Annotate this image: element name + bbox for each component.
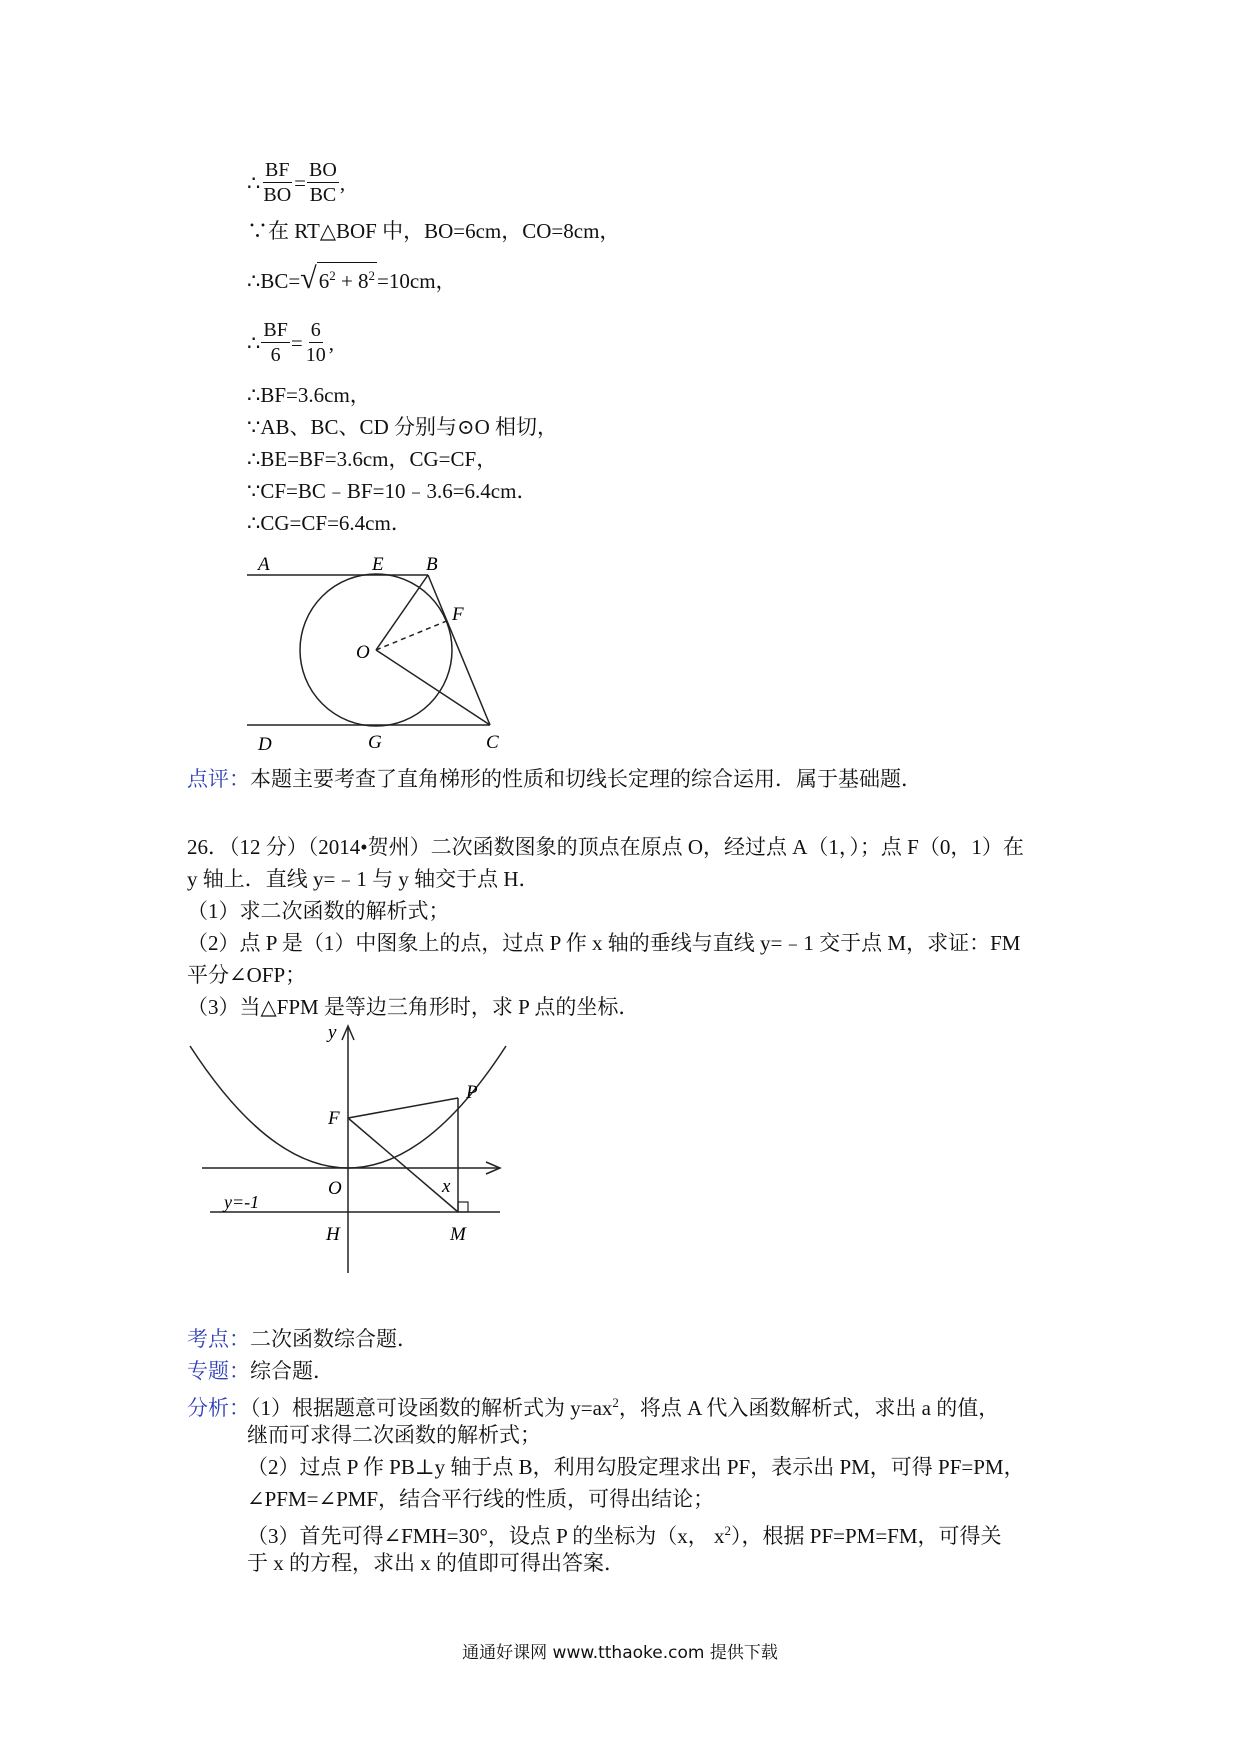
- fenxi-label: 分析: [187, 1396, 229, 1420]
- line-text: AB、BC、CD 分别与⊙O 相切，: [260, 415, 558, 439]
- question-1: （1）求二次函数的解析式；: [187, 899, 450, 923]
- analysis-text: （3）首先可得∠FMH=30°，设点 P 的坐标为（x， x: [247, 1524, 725, 1548]
- line-text: =10cm，: [377, 269, 457, 293]
- therefore-symbol: ∴: [247, 447, 261, 471]
- numerator: BO: [309, 159, 337, 181]
- fraction: [304, 318, 328, 367]
- punct: ,: [339, 170, 346, 195]
- solution-line: [247, 446, 497, 472]
- comment-text: 本题主要考查了直角梯形的性质和切线长定理的综合运用．属于基础题．: [250, 767, 922, 791]
- problem-line: 26．（12 分）（2014•贺州）二次函数图象的顶点在原点 O，经过点 A（1，）；点 F（0，1）在: [187, 835, 1024, 859]
- label-f: F: [328, 1108, 340, 1129]
- question-3: （3）当△FPM 是等边三角形时，求 P 点的坐标．: [187, 995, 640, 1019]
- because-symbol: ∵: [247, 415, 261, 439]
- numerator: BF: [263, 319, 288, 341]
- label-y: y: [328, 1022, 337, 1043]
- label-b: B: [426, 554, 438, 575]
- equals: =: [290, 330, 303, 355]
- label-p: P: [466, 1082, 478, 1103]
- label-x: x: [442, 1176, 451, 1197]
- label-a: A: [258, 554, 270, 575]
- parabola-figure: [180, 1018, 520, 1278]
- solution-line: [247, 382, 371, 408]
- fraction: [307, 158, 339, 207]
- analysis-text: 于 x 的方程，求出 x 的值即可得出答案．: [247, 1551, 625, 1575]
- radicand-b: + 8: [340, 269, 369, 293]
- line-text: CG=CF=6.4cm．: [260, 511, 412, 535]
- fraction-ratio-line: [247, 158, 345, 207]
- label-c: C: [486, 732, 499, 753]
- line-text: BE=BF=3.6cm，CG=CF，: [260, 447, 498, 471]
- fraction: [261, 318, 289, 367]
- analysis-text: ），根据 PF=PM=FM，可得关: [731, 1524, 1002, 1548]
- radicand-a: 6: [318, 269, 330, 293]
- sqrt-expression: √ $6^2 + 8^2$: [300, 262, 376, 295]
- analysis-text: （2）过点 P 作 PB⊥y 轴于点 B，利用勾股定理求出 PF，表示出 PM，可得 PF=PM，: [247, 1455, 1025, 1479]
- label-o: O: [356, 642, 370, 663]
- therefore-symbol: ∴: [247, 330, 261, 355]
- question-2: （2）点 P 是（1）中图象上的点，过点 P 作 x 轴的垂线与直线 y=﹣1 交于点 M，求证：FM: [187, 931, 1021, 955]
- label-f: F: [452, 604, 464, 625]
- kaodian-text: 二次函数综合题．: [250, 1327, 418, 1351]
- solution-line: [247, 510, 412, 536]
- line-text: CF=BC﹣BF=10﹣3.6=6.4cm．: [260, 479, 538, 503]
- segment-fp: [348, 1098, 458, 1118]
- denominator: BC: [309, 184, 337, 206]
- exponent: 2: [612, 1395, 619, 1410]
- analysis-text: ∠PFM=∠PMF，结合平行线的性质，可得出结论；: [247, 1487, 715, 1511]
- equals: =: [294, 170, 307, 195]
- because-symbol: ∵: [247, 479, 261, 503]
- zhuanti-line: [187, 1358, 334, 1384]
- segment-fm: [348, 1118, 458, 1212]
- label-o: O: [328, 1178, 342, 1199]
- solution-line: [247, 218, 620, 244]
- trapezoid-circle-figure: [240, 548, 520, 758]
- colon: ：: [229, 767, 250, 791]
- analysis-text: ，将点 A 代入函数解析式，求出 a 的值，: [618, 1396, 1000, 1420]
- line-bc: [428, 575, 490, 725]
- analysis-text: （1）根据题意可设函数的解析式为 y=ax: [250, 1396, 613, 1420]
- label-line-equation: y=-1: [224, 1192, 260, 1212]
- therefore-symbol: ∴: [247, 511, 261, 535]
- label-h: H: [326, 1224, 340, 1245]
- exponent: 2: [329, 268, 336, 283]
- fraction: [261, 158, 293, 207]
- numerator: 6: [310, 319, 321, 341]
- question-2-cont: 平分∠OFP；: [187, 963, 307, 987]
- colon: ：: [229, 1327, 250, 1351]
- therefore-symbol: ∴: [247, 383, 261, 407]
- fenxi-line: [187, 1390, 999, 1421]
- exponent: 2: [368, 268, 376, 283]
- zhuanti-text: 综合题．: [250, 1359, 334, 1383]
- solution-line: [247, 414, 558, 440]
- label-d: D: [258, 734, 272, 755]
- zhuanti-label: 专题: [187, 1359, 229, 1383]
- colon: ：: [229, 1396, 250, 1420]
- punct: ,: [328, 330, 334, 355]
- denominator: 6: [270, 344, 281, 366]
- label-e: E: [372, 554, 384, 575]
- therefore-symbol: ∴: [247, 170, 261, 195]
- kaodian-line: [187, 1326, 418, 1352]
- comment-label: 点评: [187, 767, 229, 791]
- label-m: M: [450, 1224, 466, 1245]
- bc-line: [247, 262, 457, 294]
- kaodian-label: 考点: [187, 1327, 229, 1351]
- numerator: BF: [265, 159, 290, 181]
- fraction-ratio-line: [247, 318, 334, 367]
- because-symbol: ∵: [247, 219, 268, 243]
- exponent: 2: [724, 1523, 732, 1538]
- problem-line: y 轴上．直线 y=﹣1 与 y 轴交于点 H．: [187, 867, 540, 891]
- analysis-text: 继而可求得二次函数的解析式；: [247, 1423, 541, 1447]
- line-text: 在 RT△BOF 中，BO=6cm，CO=8cm，: [268, 219, 621, 243]
- denominator: 10: [305, 344, 326, 366]
- denominator: BO: [263, 184, 292, 206]
- line-oc: [376, 650, 490, 725]
- colon: ：: [229, 1359, 250, 1383]
- line-text: BF=3.6cm，: [260, 383, 371, 407]
- analysis-text: [247, 1518, 1002, 1549]
- right-angle-mark: [458, 1202, 468, 1212]
- therefore-symbol: ∴: [247, 269, 261, 293]
- comment-line: [187, 766, 922, 792]
- page-footer: 通通好课网 www.tthaoke.com 提供下载: [462, 1643, 778, 1663]
- line-text: BC=: [260, 269, 301, 293]
- solution-line: [247, 478, 537, 504]
- label-g: G: [368, 732, 382, 753]
